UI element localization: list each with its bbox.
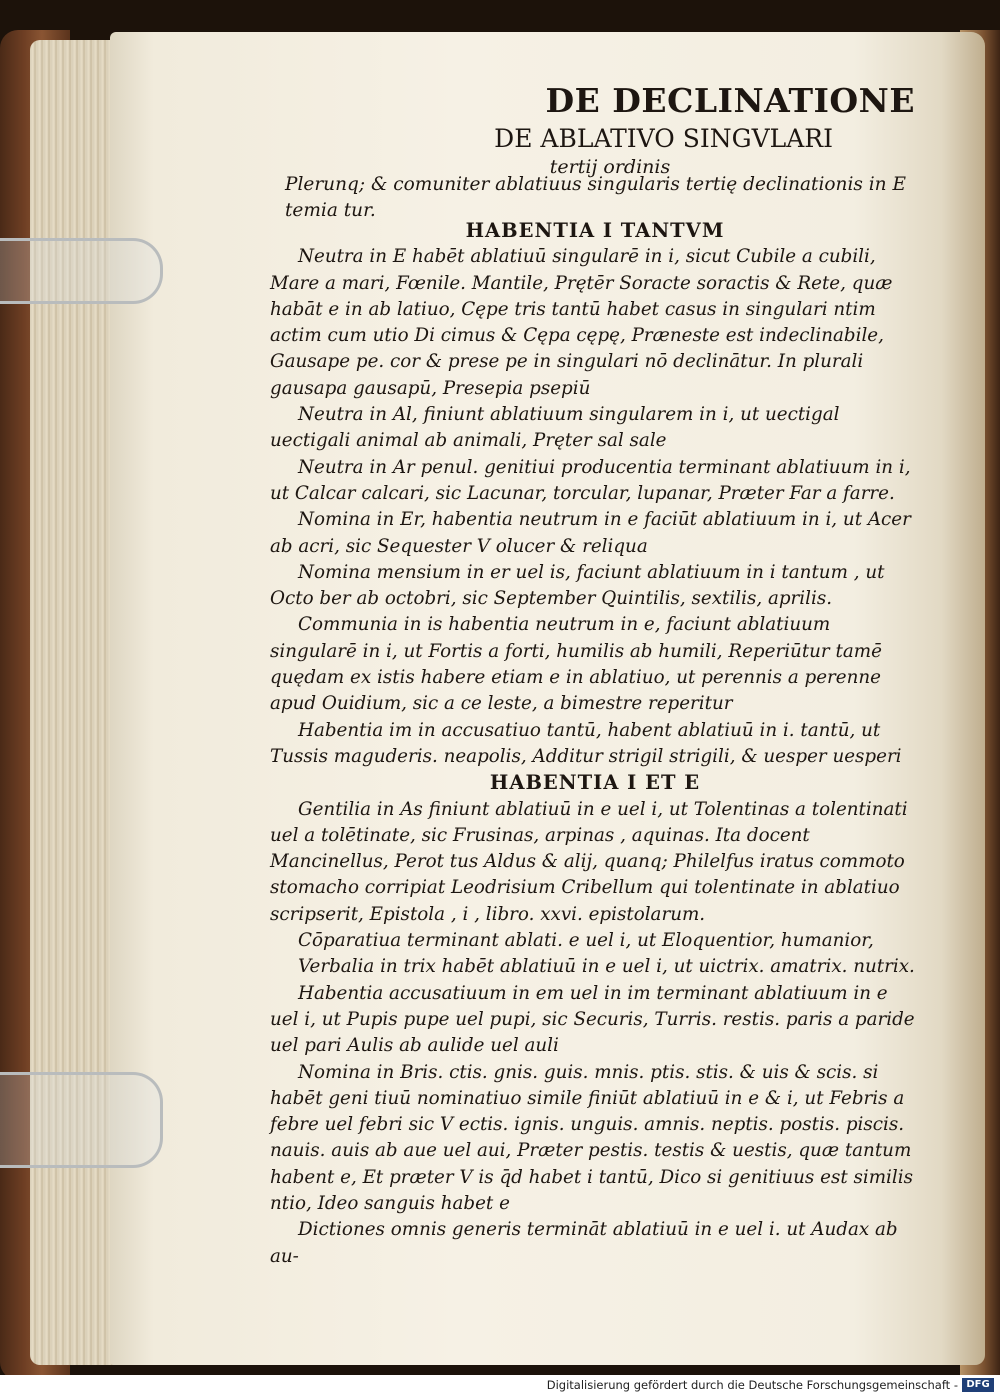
- paragraph: Dictiones omnis generis termināt ablatiuū in e uel i. ut Audax ab au-: [270, 1219, 898, 1267]
- paragraph: Habentia accusatiuum in em uel in im terminant ablatiuum in e uel i, ut Pupis pupe uel pupi, sic Securis, Turris. restis. paris a paride uel pari Aulis ab aulide uel auli: [270, 982, 915, 1057]
- paragraph: Nomina in Bris. ctis. gnis. guis. mnis. ptis. stis. & uis & scis. si habēt geni tiuū nominatiuo simile finiūt ablatiuū in e & i, ut Febris a febre uel febri sic V ectis. ignis. unguis. amnis. neptis. postis. piscis. nauis. auis ab aue uel aui, Præter pestis. testis & uestis, quæ tantum habent e, Et præter V is q̄d habet i tantū, Dico si genitiuus est similis ntio, Ideo sanguis habet e: [270, 1061, 913, 1214]
- paragraph: Neutra in Al, finiunt ablatiuum singularem in i, ut uectigal uectigali animal ab animali, Pręter sal sale: [270, 404, 840, 452]
- section-heading-2: HABENTIA I ET E: [489, 771, 701, 795]
- page-subtitle: DE ABLATIVO SINGVLARI: [494, 124, 833, 153]
- paragraph: Nomina mensium in er uel is, faciunt ablatiuum in i tantum , ut Octo ber ab octobri, sic September Quintilis, sextilis, aprilis.: [270, 561, 885, 610]
- intro-text: Plerunq; & comuniter ablatiuus singularis tertię declinationis in E temia tur.: [285, 174, 906, 221]
- page-title: DE DECLINATIONE: [545, 81, 915, 120]
- dfg-logo: DFG: [962, 1378, 994, 1392]
- section-heading-1: HABENTIA I TANTVM: [465, 219, 725, 242]
- header-block: [265, 70, 915, 180]
- paragraph: Neutra in Ar penul. genitiui producentia terminant ablatiuum in i, ut Calcar calcari, sic Lacunar, torcular, lupanar, Præter Far a farre.: [270, 456, 911, 504]
- paragraph: Neutra in E habēt ablatiuū singularē in i, sicut Cubile a cubili, Mare a mari, Fœnile. Mantile, Prętēr Soracte soractis & Rete, quæ habāt e in ab latiuo, Cępe tris tantū habet casus in singulari ntim actim cum utio Di cimus & Cępa cępę, Præneste est indeclinabile, Gausape pe. cor & prese pe in singulari nō declinātur. In plurali gausapa gausapū, Presepia psepiū: [270, 246, 893, 399]
- funding-credit: Digitalisierung gefördert durch die Deutsche Forschungsgemeinschaft -: [546, 1378, 958, 1392]
- footer-bar: [0, 1375, 1000, 1395]
- paragraph: Communia in is habentia neutrum in e, faciunt ablatiuum singularē in i, ut Fortis a forti, humilis ab humili, Reperiūtur tamē quędam ex istis habere etiam e in ablatiuo, ut perennis a perenne apud Ouidium, sic a ce leste, a bimestre reperitur: [270, 614, 882, 715]
- page-clip-top: [0, 238, 163, 304]
- paragraph: Habentia im in accusatiuo tantū, habent ablatiuū in i. tantū, ut Tussis maguderis. neapolis, Additur strigil strigili, & uesper uesperi: [270, 719, 902, 767]
- paragraph: Nomina in Er, habentia neutrum in e faciūt ablatiuum in i, ut Acer ab acri, sic Sequester V olucer & reliqua: [270, 509, 911, 557]
- page-subsubtitle: tertij ordinis: [549, 156, 671, 178]
- page-clip-bottom: [0, 1072, 163, 1168]
- body-text: [270, 218, 920, 1270]
- paragraph: Cōparatiua terminant ablati. e uel i, ut Eloquentior, humanior,: [298, 930, 874, 952]
- paragraph: Verbalia in trix habēt ablatiuū in e uel i, ut uictrix. amatrix. nutrix.: [298, 956, 915, 978]
- intro-line: [285, 172, 925, 224]
- paragraph: Gentilia in As finiunt ablatiuū in e uel i, ut Tolentinas a tolentinati uel a tolētinate, sic Frusinas, arpinas , aquinas. Ita docent Mancinellus, Perot tus Aldus & alij, quanq; Philelfus iratus commoto stomacho corripiat Leodrisium Cribellum qui tolentinate in ablatiuo scripserit, Epistola , i , libro. xxvi. epistolarum.: [270, 798, 908, 925]
